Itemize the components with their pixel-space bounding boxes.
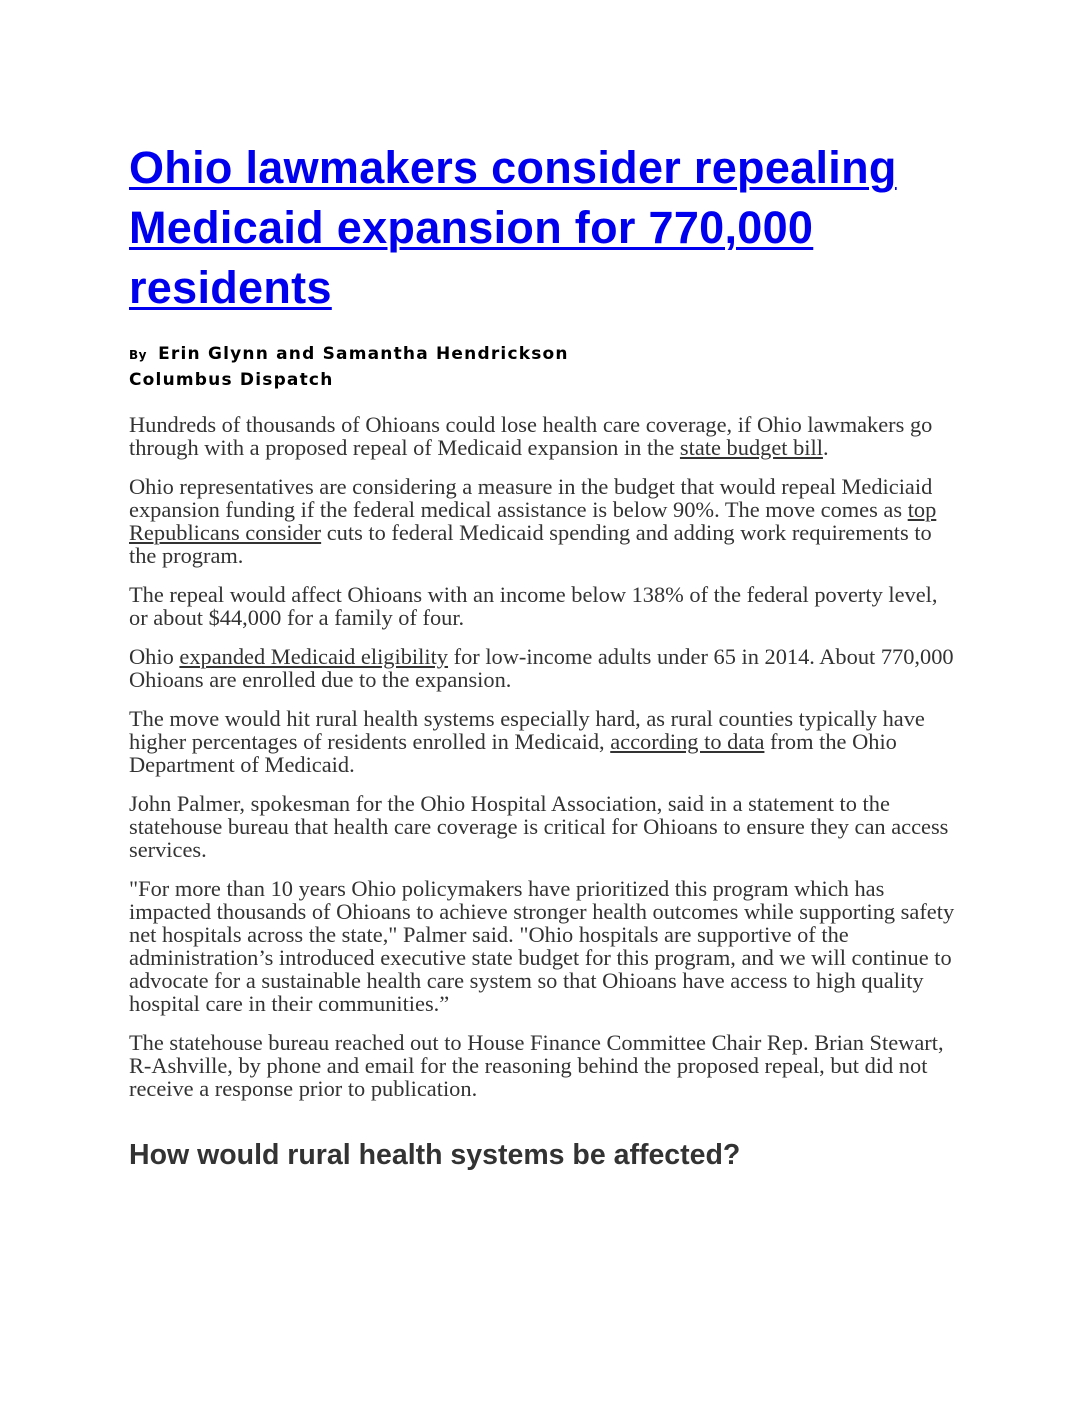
byline-authors: Erin Glynn and Samantha Hendrickson — [158, 344, 569, 364]
article — [129, 138, 959, 1172]
paragraph-8: The statehouse bureau reached out to House Finance Committee Chair Rep. Brian Stewart, R-Ashville, by phone and email for the reasoning behind the proposed repeal, but did not receive a response prior to publication. — [129, 1030, 944, 1101]
paragraph-text: from the Ohio Department of Medicaid. — [129, 729, 897, 777]
paragraph-1 — [129, 413, 959, 459]
paragraph-text: for low-income adults under 65 in 2014. About 770,000 Ohioans are enrolled due to the expansion. — [129, 644, 954, 692]
headline-link[interactable]: Ohio lawmakers consider repealing Medicaid expansion for 770,000 residents — [129, 142, 897, 313]
paragraph-6: John Palmer, spokesman for the Ohio Hospital Association, said in a statement to the statehouse bureau that health care coverage is critical for Ohioans to ensure they can access services. — [129, 791, 949, 862]
paragraph-text: cuts to federal Medicaid spending and adding work requirements to the program. — [129, 520, 932, 568]
byline — [129, 342, 959, 393]
according-to-data-link[interactable]: according to data — [610, 729, 765, 754]
byline-publication: Columbus Dispatch — [129, 370, 334, 390]
state-budget-bill-link[interactable]: state budget bill — [679, 435, 823, 460]
paragraph-2 — [129, 475, 959, 567]
article-body — [129, 413, 959, 1100]
paragraph-text: Ohio — [129, 644, 180, 669]
byline-prefix: By — [129, 348, 147, 362]
paragraph-3: The repeal would affect Ohioans with an income below 138% of the federal poverty level, or about $44,000 for a family of four. — [129, 582, 938, 630]
byline-authors-line — [129, 342, 959, 368]
top-republicans-consider-link[interactable]: top Republicans consider — [129, 497, 937, 545]
paragraph-text: The move would hit rural health systems especially hard, as rural counties typically have higher percentages of residents enrolled in Medicaid, — [129, 706, 925, 754]
expanded-medicaid-eligibility-link[interactable]: expanded Medicaid eligibility — [179, 644, 449, 669]
paragraph-text: Hundreds of thousands of Ohioans could lose health care coverage, if Ohio lawmakers go through with a proposed repeal of Medicaid expansion in the — [129, 412, 933, 460]
paragraph-5 — [129, 707, 959, 776]
paragraph-text: Ohio representatives are considering a measure in the budget that would repeal Mediciaid expansion funding if the federal medical assistance is below 90%. The move comes as — [129, 474, 933, 522]
paragraph-7-quote: "For more than 10 years Ohio policymakers have prioritized this program which has impacted thousands of Ohioans to achieve stronger health outcomes while supporting safety net hospitals across the state," Palmer said. "Ohio hospitals are supportive of the administration’s introduced executive state budget for this program, and we will continue to advocate for a sustainable health care system so that Ohioans have access to high quality hospital care in their communities.” — [129, 876, 955, 1016]
paragraph-4 — [129, 645, 959, 691]
article-headline — [129, 138, 959, 318]
paragraph-text: . — [822, 435, 829, 460]
section-subheading: How would rural health systems be affected? — [129, 1139, 741, 1171]
